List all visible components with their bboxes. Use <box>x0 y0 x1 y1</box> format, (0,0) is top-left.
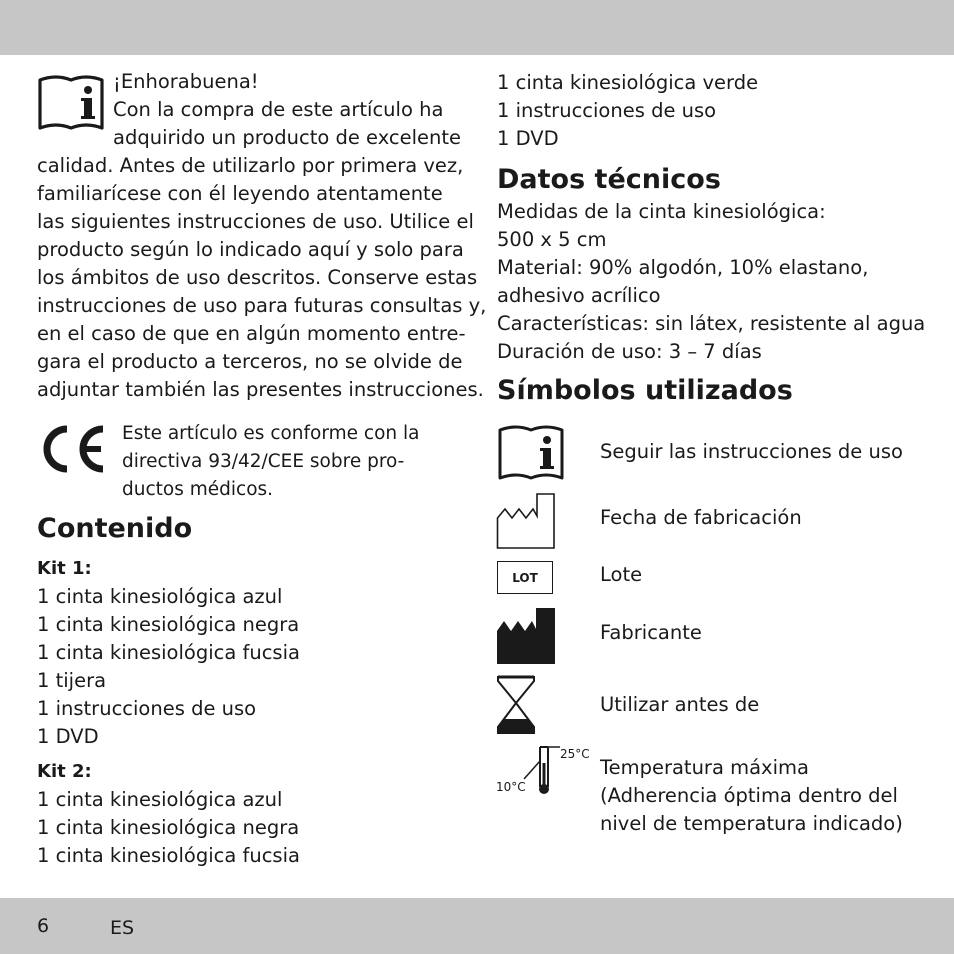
kit2-label: Kit 2: <box>37 761 92 782</box>
symbol-label-lot: Lote <box>600 563 643 586</box>
symbol-label-temperature-1: Temperatura máxima <box>600 756 809 779</box>
page-number: 6 <box>37 915 50 937</box>
ce-mark-icon <box>37 423 109 475</box>
temp-low-label: 10°C <box>496 780 526 794</box>
kit2-item-1: 1 cinta kinesiológica azul <box>37 788 283 811</box>
info-manual-icon <box>36 72 106 132</box>
kit1-item-2: 1 cinta kinesiológica negra <box>37 613 300 636</box>
kit1-item-5: 1 instrucciones de uso <box>37 697 257 720</box>
symbol-label-temperature-3: nivel de temperatura indicado) <box>600 812 903 835</box>
technical-line-3: Material: 90% algodón, 10% elastano, <box>497 256 869 279</box>
kit2-item-2: 1 cinta kinesiológica negra <box>37 816 300 839</box>
symbol-label-use-by: Utilizar antes de <box>600 693 760 716</box>
intro-line-6: las siguientes instrucciones de uso. Utilice el <box>37 210 474 233</box>
lot-icon <box>497 561 553 594</box>
symbol-label-manufacture-date: Fecha de fabricación <box>600 506 802 529</box>
technical-line-6: Duración de uso: 3 – 7 días <box>497 340 762 363</box>
conformity-line-2: directiva 93/42/CEE sobre pro- <box>122 451 405 472</box>
temp-high-label: 25°C <box>560 747 590 761</box>
header-band <box>0 0 954 55</box>
kit2-item-4: 1 cinta kinesiológica verde <box>497 71 759 94</box>
technical-line-5: Características: sin látex, resistente al agua <box>497 312 926 335</box>
footer-band <box>0 898 954 954</box>
info-manual-icon <box>497 422 565 482</box>
kit1-item-4: 1 tijera <box>37 669 107 692</box>
intro-line-7: producto según lo indicado aquí y solo para <box>37 238 464 261</box>
kit1-item-6: 1 DVD <box>37 725 99 748</box>
kit1-item-1: 1 cinta kinesiológica azul <box>37 585 283 608</box>
technical-line-1: Medidas de la cinta kinesiológica: <box>497 200 826 223</box>
intro-line-2: Con la compra de este artículo ha <box>113 98 444 121</box>
conformity-line-1: Este artículo es conforme con la <box>122 423 420 444</box>
intro-line-4: calidad. Antes de utilizarlo por primera vez, <box>37 154 464 177</box>
kit1-item-3: 1 cinta kinesiológica fucsia <box>37 641 300 664</box>
symbols-heading: Símbolos utilizados <box>497 375 793 406</box>
intro-line-8: los ámbitos de uso descritos. Conserve estas <box>37 266 478 289</box>
language-code: ES <box>110 917 135 939</box>
intro-line-9: instrucciones de uso para futuras consultas y, <box>37 294 487 317</box>
conformity-line-3: ductos médicos. <box>122 479 274 500</box>
symbol-label-instructions: Seguir las instrucciones de uso <box>600 440 903 463</box>
intro-line-3: adquirido un producto de excelente <box>113 126 462 149</box>
technical-heading: Datos técnicos <box>497 164 721 195</box>
kit2-item-6: 1 DVD <box>497 127 559 150</box>
kit2-item-3: 1 cinta kinesiológica fucsia <box>37 844 300 867</box>
lot-icon-text: LOT <box>512 570 538 585</box>
temperature-limit-icon <box>496 743 596 799</box>
contents-heading: Contenido <box>37 513 193 544</box>
kit1-label: Kit 1: <box>37 558 92 579</box>
symbol-label-temperature-2: (Adherencia óptima dentro del <box>600 784 898 807</box>
hourglass-icon <box>496 675 536 735</box>
technical-line-4: adhesivo acrílico <box>497 284 661 307</box>
intro-line-1: ¡Enhorabuena! <box>113 70 259 93</box>
intro-line-5: familiarícese con él leyendo atentamente <box>37 182 443 205</box>
intro-line-10: en el caso de que en algún momento entre- <box>37 322 466 345</box>
manufacture-date-icon <box>496 492 556 550</box>
symbol-label-manufacturer: Fabricante <box>600 621 702 644</box>
intro-line-11: gara el producto a terceros, no se olvide de <box>37 350 463 373</box>
kit2-item-5: 1 instrucciones de uso <box>497 99 717 122</box>
technical-line-2: 500 x 5 cm <box>497 228 607 251</box>
manufacturer-icon <box>496 607 556 665</box>
intro-line-12: adjuntar también las presentes instrucciones. <box>37 378 484 401</box>
